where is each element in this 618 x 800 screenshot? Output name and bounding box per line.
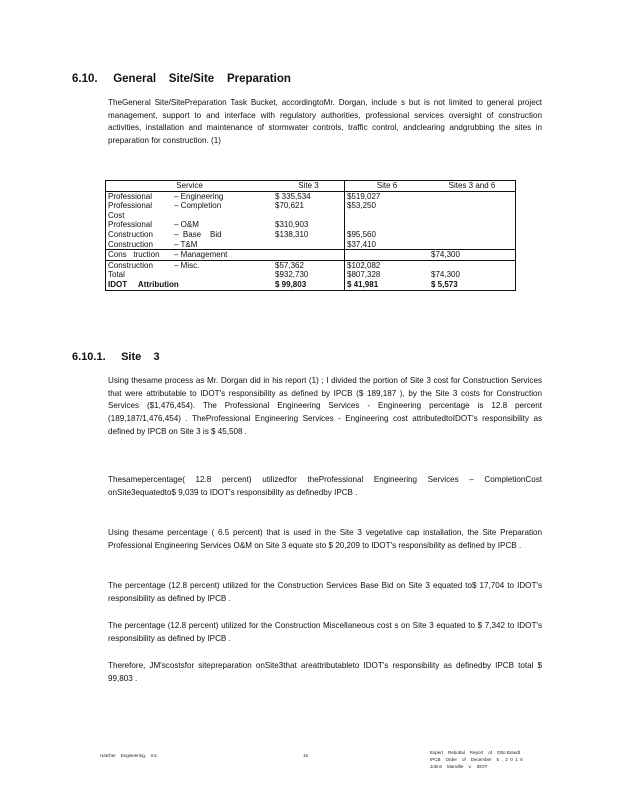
service-cell [106, 220, 274, 230]
service-name: Professional [108, 201, 153, 211]
service-name: Cost [108, 210, 125, 220]
header-service: Service [106, 181, 274, 192]
table-row [106, 240, 516, 250]
header-site6: Site 6 [345, 181, 430, 192]
site6-cell: $102,082 [345, 260, 430, 270]
site6-cell [345, 220, 430, 230]
service-name: Total [108, 270, 125, 280]
both-cell [429, 211, 516, 221]
subsection-number: 6.10.1. [72, 351, 106, 363]
body-paragraph: The percentage (12.8 percent) utilized for the Construction Miscellaneous cost s on Site 3 equated to $ 7,342 to IDOT's responsibility as defined by IPCB . [108, 621, 542, 643]
service-cell [106, 211, 274, 221]
service-cell [106, 270, 274, 280]
site6-cell [345, 250, 430, 261]
service-cell [106, 260, 274, 270]
table-row [106, 201, 516, 211]
header-sites-3-6: Sites 3 and 6 [429, 181, 516, 192]
cost-table [105, 180, 516, 291]
service-name: Cons truction [108, 250, 160, 260]
subsection-heading [72, 351, 160, 363]
site3-cell [273, 250, 345, 261]
footer-page-number: 16 [303, 753, 309, 758]
both-cell [429, 230, 516, 240]
service-item: – T&M [174, 239, 198, 249]
service-item: – Misc. [174, 260, 200, 270]
section-heading [72, 73, 291, 85]
site6-cell: $53,250 [347, 201, 376, 211]
body-paragraph: Thesamepercentage( 12.8 percent) utilizedfor theProfessional Engineering Services – CompletionCost onSite3equatedto$ 9,039 to IDOT's responsibility as definedby IPCB . [108, 475, 542, 497]
table-total-row [106, 270, 516, 280]
service-cell [106, 230, 274, 240]
body-paragraph: Therefore, JM'scostsfor sitepreparation onSite3that areattributableto IDOT's responsibility as definedby IPCB total $ 99,803 . [108, 661, 542, 683]
footer-report-line1: Expert Rebuttal Report of Otto Brandt [430, 750, 521, 755]
subsection-title: Site 3 [121, 351, 160, 363]
both-cell [429, 260, 516, 270]
service-item: – Management [174, 250, 228, 260]
site3-cell [273, 211, 345, 221]
section-number: 6.10. [72, 73, 98, 85]
site3-cell: $138,310 [273, 230, 345, 240]
both-cell [429, 240, 516, 250]
site3-cell: $ 99,803 [273, 280, 345, 290]
body-paragraph: The percentage (12.8 percent) utilized for the Construction Services Base Bid on Site 3 equated to$ 17,704 to IDOT's responsibility as defined by IPCB . [108, 581, 542, 603]
table-row [106, 220, 516, 230]
body-paragraph: Using thesame percentage ( 6.5 percent) that is used in the Site 3 vegetative cap installation, the Site Preparation Professional Engineering Services O&M on Site 3 equate sto $ 20,209 to IDOT's responsibility as defined by IPCB . [108, 528, 542, 550]
both-cell [429, 201, 516, 211]
site6-cell: $37,410 [347, 239, 376, 249]
service-item: – Engineering [174, 191, 224, 201]
service-name: Professional [108, 191, 153, 201]
site6-cell: $807,328 [347, 270, 381, 280]
service-cell [106, 240, 274, 250]
table-row [106, 191, 516, 201]
site3-cell [273, 240, 345, 250]
footer-report-line2: IPCB Order of December 5 , 2 0 1 6 [430, 757, 523, 762]
site6-cell: $519,027 [347, 191, 381, 201]
service-item: – O&M [174, 220, 199, 230]
service-name: IDOT Attribution [108, 279, 179, 289]
table-row [106, 250, 516, 261]
service-cell [106, 250, 274, 261]
site3-cell: $310,903 [273, 220, 345, 230]
service-name: Construction [108, 229, 153, 239]
service-cell [106, 191, 274, 201]
site3-cell: $57,362 [273, 260, 345, 270]
service-item: – Completion [174, 201, 222, 211]
section-intro-paragraph: TheGeneral Site/SitePreparation Task Bucket, accordingtoMr. Dorgan, include s but is not limited to general project management, support to and interface with regulatory authorities, professional services oversight of construction activities, installation and maintenance of stormwater controls, traffic control, andclearing andgrubbing the sites in preparation for construction. (1) [108, 98, 542, 146]
both-cell [429, 191, 516, 201]
both-cell [429, 220, 516, 230]
site3-cell: $932,730 [273, 270, 345, 280]
service-cell [106, 201, 274, 211]
site3-cell: $ 335,534 [273, 191, 345, 201]
body-paragraph: Using thesame process as Mr. Dorgan did in his report (1) ; I divided the portion of Site 3 cost for Construction Services that were attributable to IDOT's responsibility as defined by IPCB ($ 189,187 ), by the Site 3 costs for Construction Services ($1,476,454). The Professional Engineering Services - Engineering percentage is 12.8 percent (189,187/1,476,454) . TheProfessional Engineering Services - Engineering cost attributedtoIDOT's responsibility as defined by IPCB on Site 3 is $ 45,508 . [108, 376, 542, 436]
table-row [106, 260, 516, 270]
site6-cell: $95,560 [347, 229, 376, 239]
site3-cell: $70,621 [273, 201, 345, 211]
site6-cell: $ 41,981 [347, 279, 379, 289]
header-site3: Site 3 [273, 181, 345, 192]
both-cell: $ 5,573 [431, 279, 458, 289]
footer-report-line3: Johns Manville v. IDOT [430, 764, 488, 769]
section-title: General Site/Site Preparation [113, 73, 291, 85]
both-cell: $74,300 [431, 270, 460, 280]
service-name: Construction [108, 260, 153, 270]
table-header-row [106, 181, 516, 192]
service-name: Professional [108, 220, 153, 230]
table-row [106, 230, 516, 240]
both-cell: $74,300 [429, 250, 516, 261]
table-row [106, 211, 516, 221]
footer-company: Hatcher Engineering, Inc. [100, 753, 159, 758]
service-cell [106, 280, 274, 290]
service-name: Construction [108, 239, 153, 249]
service-item: – Base Bid [174, 229, 222, 239]
table-attribution-row [106, 280, 516, 290]
site6-cell [345, 211, 430, 221]
